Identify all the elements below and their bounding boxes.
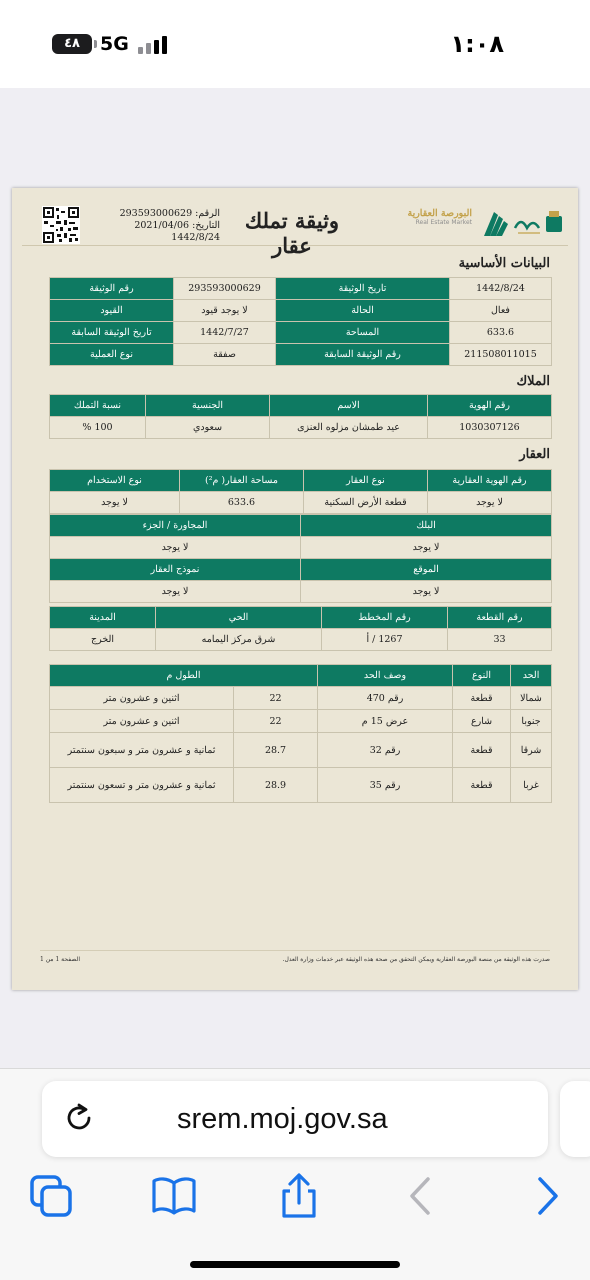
bookmarks-icon[interactable]	[151, 1173, 197, 1219]
document-page	[12, 188, 578, 990]
section-title-owners: الملاك	[516, 374, 550, 389]
field-value: 211508011015	[450, 344, 552, 366]
table-row	[50, 322, 552, 344]
table-row: 1030307126 عيد طمشان مزلوه العنزى سعودي 100 %	[50, 417, 552, 439]
property-table: رقم الهوية العقارية نوع العقار مساحة العقار( م²) نوع الاستخدام لا يوجد قطعة الأرض السكنية 633.6 لا يوجد	[49, 469, 552, 514]
table-row: 33 1267 / أ شرق مركز اليمامه الخرج	[50, 629, 552, 651]
document-title: وثيقة تملك عقار	[244, 208, 340, 258]
boundaries-table: الحد النوع وصف الحد الطول م شمالا قطعة رقم 470 22 اثنين و عشرون متر جنوبا شارع عرض 15 م 22 اثنين و عشرون متر شرقا قطعة رقم 32 28.7 ثمانية و عشرون متر و سبعون سنتمتر غربا قطعة رقم 35 28.9 ثمانية و عشرون متر و تسعون سنتمتر	[49, 664, 552, 803]
basic-data-table	[49, 277, 552, 366]
battery-icon: ٤٨	[52, 34, 92, 54]
reload-icon[interactable]	[62, 1101, 96, 1135]
table-row	[50, 278, 552, 300]
owners-header-row: رقم الهوية الاسم الجنسية نسبة التملك	[50, 395, 552, 417]
address-bar[interactable]	[42, 1081, 548, 1157]
field-value: 293593000629	[174, 278, 276, 300]
table-row	[50, 687, 552, 710]
home-indicator	[190, 1261, 400, 1268]
url-text[interactable]: srem.moj.gov.sa	[177, 1103, 388, 1135]
location-table: رقم القطعة رقم المخطط الحي المدينة 33 1267 / أ شرق مركز اليمامه الخرج	[49, 606, 552, 651]
network-label: 5G	[100, 33, 129, 55]
table-row	[50, 768, 552, 803]
footer-divider	[40, 950, 550, 951]
field-label: تاريخ الوثيقة	[276, 278, 450, 300]
table-row: لا يوجد قطعة الأرض السكنية 633.6 لا يوجد	[50, 492, 552, 514]
footer-note: صدرت هذه الوثيقة من منصة البورصة العقارية ويمكن التحقق من صحة هذه الوثيقة عبر خدمات وزارة العدل.	[282, 956, 550, 963]
next-tab-preview[interactable]	[560, 1081, 590, 1157]
boundary-cell: 22	[234, 687, 318, 710]
field-label: نوع العملية	[50, 344, 174, 366]
field-value: صفقة	[174, 344, 276, 366]
document-meta: الرقم: 293593000629 التاريخ: 2021/04/06 1442/8/24	[119, 208, 220, 243]
field-value: لا يوجد قيود	[174, 300, 276, 322]
table-row	[50, 344, 552, 366]
section-title-property: العقار	[519, 447, 550, 462]
page-number: الصفحة 1 من 1	[40, 956, 80, 963]
boundary-cell: جنوبا	[511, 710, 552, 733]
boundary-cell: ثمانية و عشرون متر و سبعون سنتمتر	[50, 733, 234, 768]
boundary-cell: ثمانية و عشرون متر و تسعون سنتمتر	[50, 768, 234, 803]
boundary-cell: 28.9	[234, 768, 318, 803]
boundary-cell: قطعة	[453, 733, 511, 768]
table-row: لا يوجد لا يوجد	[50, 537, 552, 559]
field-label: المساحة	[276, 322, 450, 344]
section-title-basic: البيانات الأساسية	[458, 256, 550, 271]
table-row	[50, 733, 552, 768]
boundary-cell: 22	[234, 710, 318, 733]
document-viewer[interactable]	[0, 88, 590, 1068]
boundary-cell: اثنين و عشرون متر	[50, 710, 234, 733]
real-estate-market-logo: البورصة العقارية Real Estate Market	[407, 208, 472, 226]
field-label: رقم الوثيقة	[50, 278, 174, 300]
boundary-cell: رقم 35	[318, 768, 453, 803]
status-time: ١:٠٨	[450, 30, 504, 58]
block-table: البلك المجاورة / الجزء لا يوجد لا يوجد الموقع نموذج العقار لا يوجد لا يوجد	[49, 514, 552, 603]
field-label: الحالة	[276, 300, 450, 322]
field-label: القيود	[50, 300, 174, 322]
field-value: 1442/7/27	[174, 322, 276, 344]
boundary-cell: اثنين و عشرون متر	[50, 687, 234, 710]
field-value: فعال	[450, 300, 552, 322]
boundary-cell: رقم 470	[318, 687, 453, 710]
boundary-cell: شارع	[453, 710, 511, 733]
field-label: تاريخ الوثيقة السابقة	[50, 322, 174, 344]
document-header	[22, 194, 568, 258]
boundary-cell: قطعة	[453, 768, 511, 803]
tabs-icon[interactable]	[28, 1173, 74, 1219]
boundary-cell: عرض 15 م	[318, 710, 453, 733]
boundary-cell: شمالا	[511, 687, 552, 710]
back-icon[interactable]	[398, 1173, 444, 1219]
field-label: رقم الوثيقة السابقة	[276, 344, 450, 366]
share-icon[interactable]	[276, 1173, 322, 1219]
browser-toolbar	[0, 1068, 590, 1280]
forward-icon[interactable]	[524, 1173, 570, 1219]
boundary-cell: غربا	[511, 768, 552, 803]
boundary-cell: 28.7	[234, 733, 318, 768]
signal-icon	[138, 36, 168, 54]
field-value: 1442/8/24	[450, 278, 552, 300]
field-value: 633.6	[450, 322, 552, 344]
owners-table	[49, 394, 552, 439]
qr-code-icon	[42, 206, 80, 244]
boundary-cell: رقم 32	[318, 733, 453, 768]
boundary-cell: قطعة	[453, 687, 511, 710]
ministry-of-justice-logo	[482, 206, 564, 242]
status-bar	[0, 0, 590, 88]
table-row	[50, 300, 552, 322]
table-row: لا يوجد لا يوجد	[50, 581, 552, 603]
boundary-cell: شرقا	[511, 733, 552, 768]
table-row	[50, 710, 552, 733]
